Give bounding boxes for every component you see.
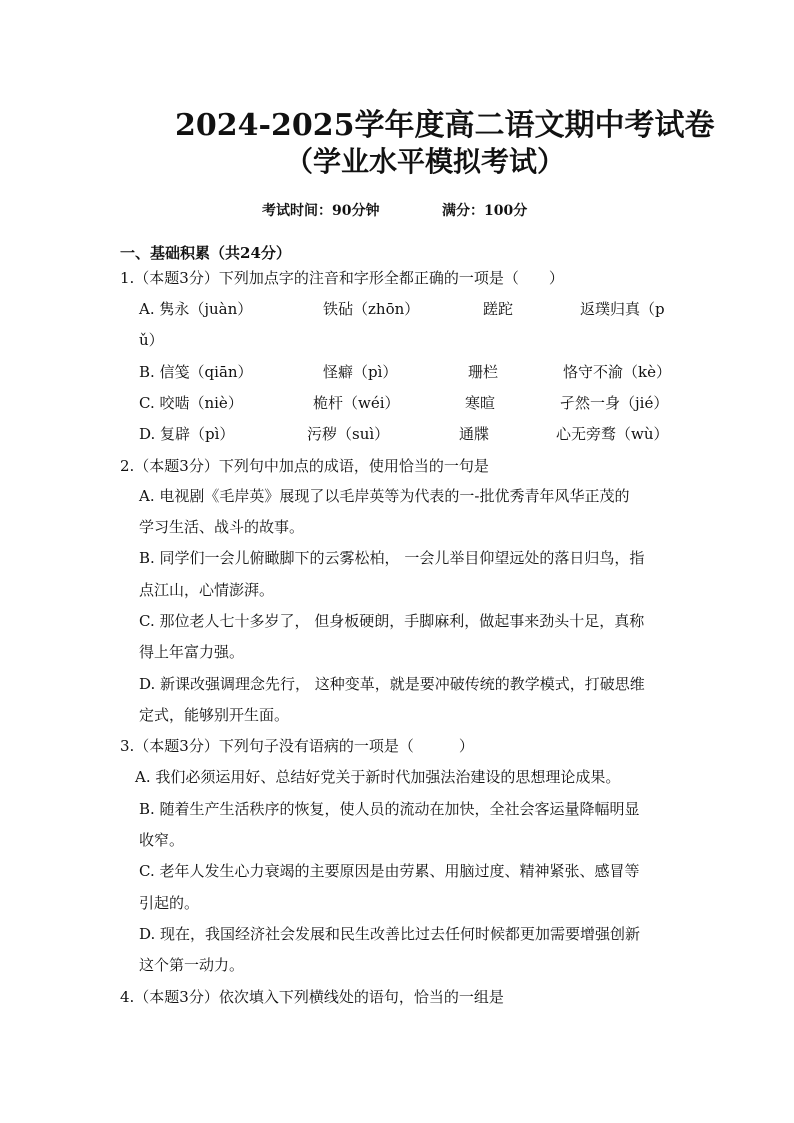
q1-option-a-wrap: ǔ） (139, 331, 164, 349)
question-1-stem: 1.（本题3分）下列加点字的注音和字形全都正确的一项是（ ） (120, 269, 564, 287)
q1-option-b-3: 珊栏 (468, 363, 499, 381)
q1-option-d-1: D. 复辟（pì） (139, 425, 235, 443)
q1-option-d-4: 心无旁骛（wù） (556, 425, 669, 443)
q2-line: D. 新课改强调理念先行， 这种变革，就是要冲破传统的教学模式，打破思维 (139, 675, 645, 693)
q1-option-a-3: 蹉跎 (483, 300, 514, 318)
q1-option-a-2: 铁砧（zhōn） (323, 300, 420, 318)
q3-line: 这个第一动力。 (139, 956, 245, 974)
q3-line: D. 现在，我国经济社会发展和民生改善比过去任何时候都更加需要增强创新 (139, 925, 641, 943)
section-heading: 一、基础积累（共24分） (120, 244, 291, 262)
exam-time: 考试时间：90分钟 (262, 203, 380, 219)
q1-option-b-4: 恪守不渝（kè） (563, 363, 671, 381)
question-3-stem: 3.（本题3分）下列句子没有语病的一项是（ ） (120, 737, 474, 755)
q1-option-c-1: C. 咬啮（niè） (139, 394, 243, 412)
question-4-stem: 4.（本题3分）依次填入下列横线处的语句，恰当的一组是 (120, 988, 504, 1006)
q2-line: B. 同学们一会儿俯瞰脚下的云雾松柏， 一会儿举目仰望远处的落日归鸟，指 (139, 549, 645, 567)
q2-line: 定式，能够别开生面。 (139, 706, 290, 724)
q3-line: 引起的。 (139, 894, 200, 912)
q1-option-c-2: 桅杆（wéi） (313, 394, 400, 412)
q1-option-c-4: 孑然一身（jié） (560, 394, 669, 412)
q2-line: 得上年富力强。 (139, 643, 245, 661)
q2-line: 点江山，心情澎湃。 (139, 581, 275, 599)
q1-option-d-3: 通牒 (459, 425, 490, 443)
question-2-stem: 2.（本题3分）下列句中加点的成语，使用恰当的一句是 (120, 457, 489, 475)
q2-line: 学习生活、战斗的故事。 (139, 518, 305, 536)
exam-title: 2024-2025学年度高二语文期中考试卷 (175, 108, 715, 143)
exam-score: 满分：100分 (442, 203, 528, 219)
q1-option-b-2: 怪癖（pì） (323, 363, 398, 381)
q3-line: 收窄。 (139, 831, 185, 849)
q1-option-d-2: 污秽（suì） (307, 425, 390, 443)
q3-line: B. 随着生产生活秩序的恢复，使人员的流动在加快，全社会客运量降幅明显 (139, 800, 640, 818)
q1-option-a-4: 返璞归真（p (580, 300, 665, 318)
q3-line: C. 老年人发生心力衰竭的主要原因是由劳累、用脑过度、精神紧张、感冒等 (139, 862, 640, 880)
exam-subtitle: （学业水平模拟考试） (284, 145, 565, 178)
q1-option-a-1: A. 隽永（juàn） (139, 300, 253, 318)
q3-line: A. 我们必须运用好、总结好党关于新时代加强法治建设的思想理论成果。 (135, 768, 621, 786)
q2-line: C. 那位老人七十多岁了， 但身板硬朗，手脚麻利，做起事来劲头十足，真称 (139, 612, 645, 630)
q2-line: A. 电视剧《毛岸英》展现了以毛岸英等为代表的一-批优秀青年风华正茂的 (139, 487, 630, 505)
q1-option-b-1: B. 信笺（qiān） (139, 363, 253, 381)
q1-option-c-3: 寒暄 (465, 394, 496, 412)
